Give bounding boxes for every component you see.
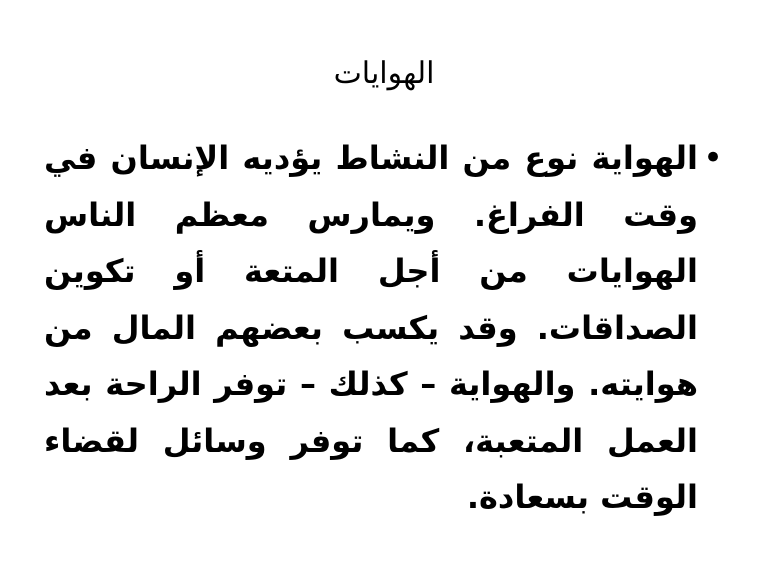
bullet-list-item: [44, 130, 728, 526]
slide-title: الهوايات: [333, 56, 435, 91]
bullet-icon: •: [702, 138, 724, 178]
bullet-paragraph: الهواية نوع من النشاط يؤديه الإنسان في وقت الفراغ. ويمارس معظم الناس الهوايات من أجل المتعة أو تكوين الصداقات. وقد يكسب بعضهم المال من هوايته. والهواية – كذلك – توفر الراحة بعد العمل المتعبة، كما توفر وسائل لقضاء الوقت بسعادة.: [44, 139, 698, 516]
